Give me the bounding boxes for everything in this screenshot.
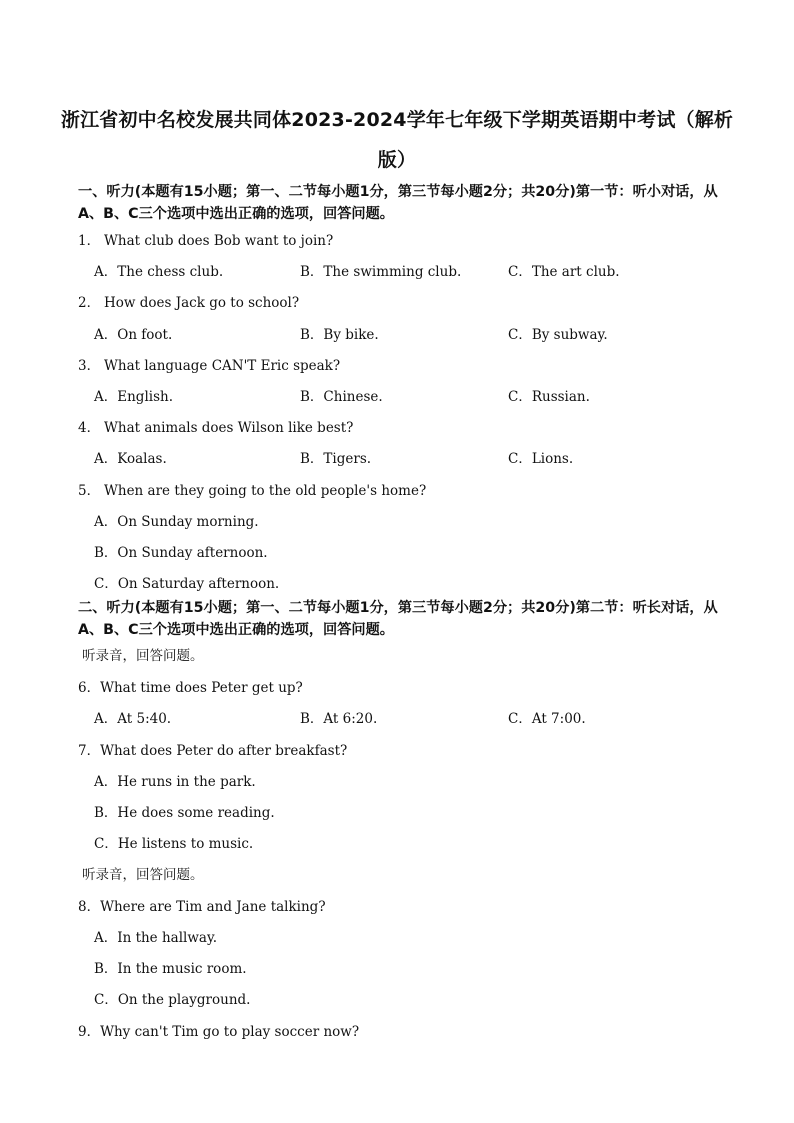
section-heading-1: 一、听力(本题有15小题；第一、二节每小题1分，第三节每小题2分；共20分)第一节：听小对话，从A、B、C三个选项中选出正确的选项，回答问题。 (78, 184, 718, 222)
question-number: 1． (78, 233, 101, 249)
question-4 (78, 416, 353, 436)
q1-option-b: B．The swimming club. (300, 264, 462, 280)
q7-option-a: A．He runs in the park. (94, 774, 256, 790)
q3-option-b: B．Chinese. (300, 389, 383, 405)
question-3 (78, 354, 340, 374)
listening-instruction: 听录音，回答问题。 (82, 648, 204, 664)
q6-option-c: C．At 7:00. (508, 711, 586, 727)
q5-option-b: B．On Sunday afternoon. (94, 545, 268, 561)
listening-instruction-2: 听录音，回答问题。 (82, 867, 204, 883)
question-6: 6．What time does Peter get up? (78, 680, 303, 696)
question-1 (78, 229, 333, 249)
q8-option-c: C．On the playground. (94, 992, 251, 1008)
q7-option-b: B．He does some reading. (94, 805, 275, 821)
question-9: 9．Why can't Tim go to play soccer now? (78, 1024, 360, 1040)
document-title: 浙江省初中名校发展共同体2023-2024学年七年级下学期英语期中考试（解析版） (60, 109, 734, 171)
question-7: 7．What does Peter do after breakfast? (78, 743, 348, 759)
q5-option-c: C．On Saturday afternoon. (94, 576, 280, 592)
q1-option-c: C．The art club. (508, 264, 620, 280)
question-number: 4． (78, 420, 101, 436)
q1-option-a: A．The chess club. (94, 264, 224, 280)
q2-option-c: C．By subway. (508, 327, 608, 343)
q4-option-b: B．Tigers. (300, 451, 372, 467)
question-text: What animals does Wilson like best? (104, 420, 354, 436)
q2-option-a: A．On foot. (94, 327, 173, 343)
question-number: 3． (78, 358, 101, 374)
q8-option-b: B．In the music room. (94, 961, 247, 977)
question-number: 5． (78, 483, 101, 499)
question-5 (78, 479, 426, 499)
q3-option-a: A．English. (94, 389, 173, 405)
question-text: When are they going to the old people's home? (104, 483, 427, 499)
q6-option-b: B．At 6:20. (300, 711, 378, 727)
section-heading-2: 二、听力(本题有15小题；第一、二节每小题1分，第三节每小题2分；共20分)第二节：听长对话，从A、B、C三个选项中选出正确的选项，回答问题。 (78, 600, 718, 638)
q8-option-a: A．In the hallway. (94, 930, 218, 946)
question-text: What language CAN'T Eric speak? (104, 358, 341, 374)
question-8: 8．Where are Tim and Jane talking? (78, 899, 326, 915)
question-text: How does Jack go to school? (104, 295, 300, 311)
q4-option-c: C．Lions. (508, 451, 574, 467)
question-2 (78, 291, 299, 311)
question-number: 2． (78, 295, 101, 311)
question-text: What club does Bob want to join? (104, 233, 334, 249)
q7-option-c: C．He listens to music. (94, 836, 254, 852)
q2-option-b: B．By bike. (300, 327, 379, 343)
q4-option-a: A．Koalas. (94, 451, 167, 467)
q3-option-c: C．Russian. (508, 389, 590, 405)
q5-option-a: A．On Sunday morning. (94, 514, 259, 530)
q6-option-a: A．At 5:40. (94, 711, 172, 727)
